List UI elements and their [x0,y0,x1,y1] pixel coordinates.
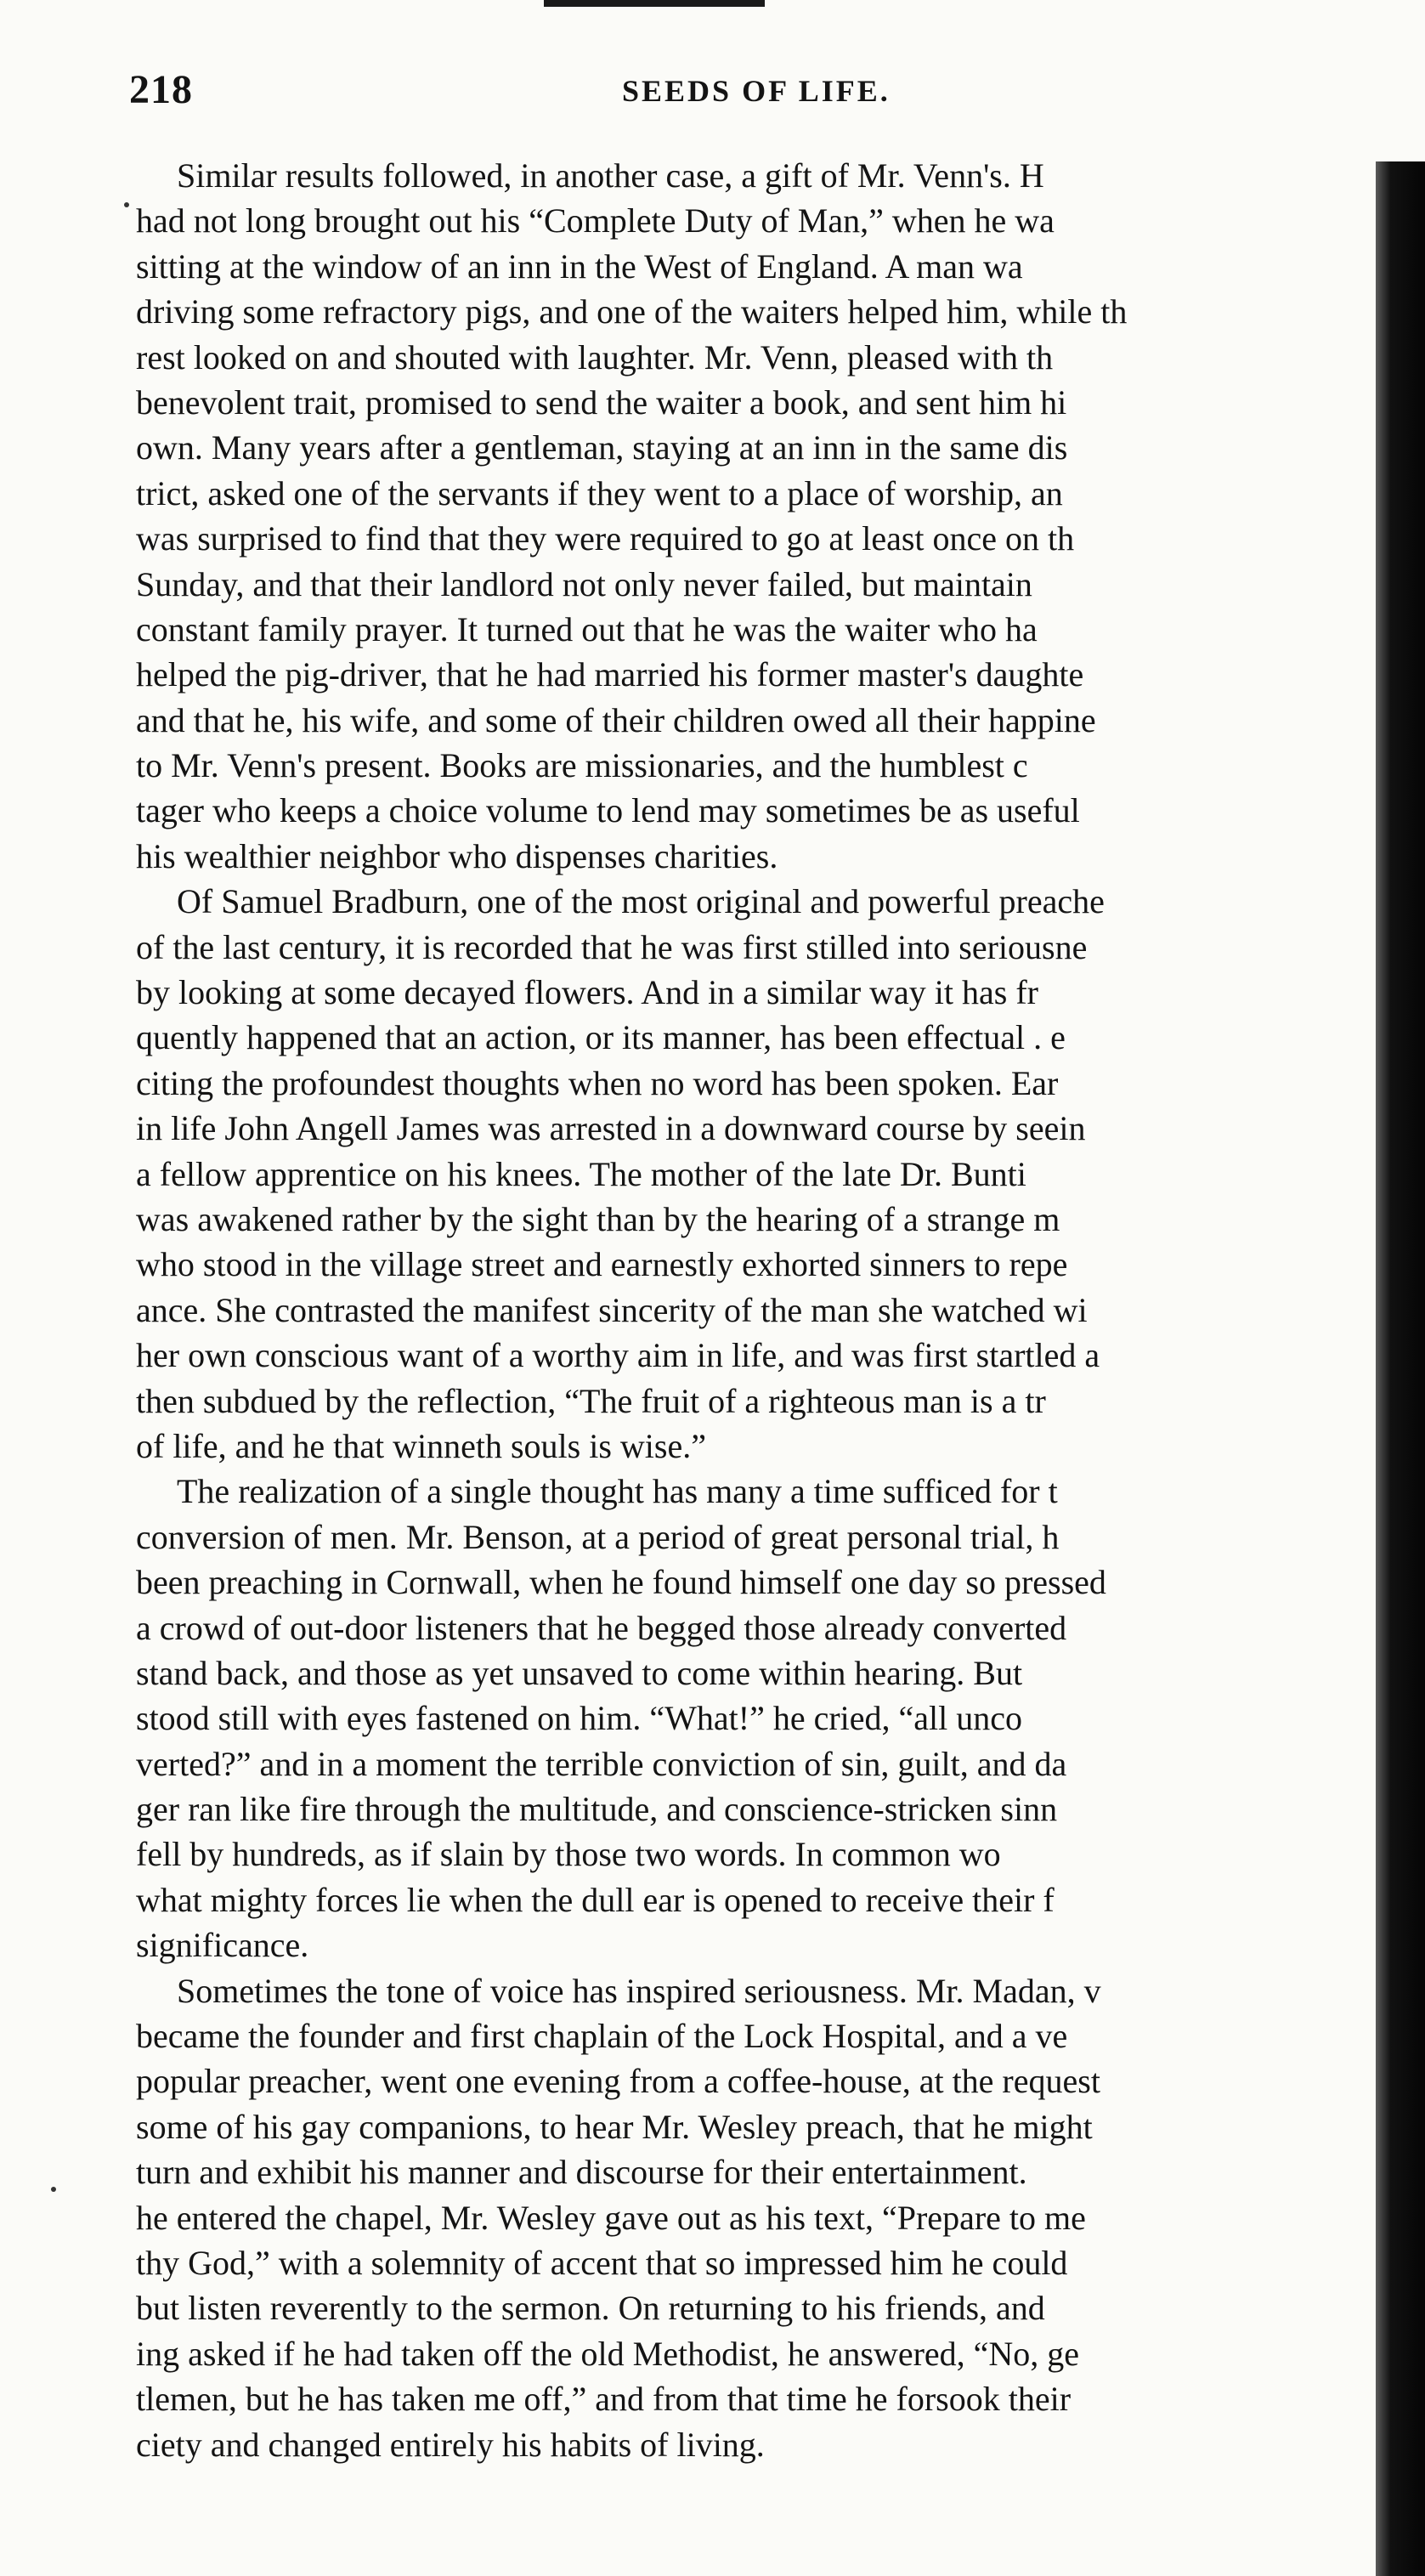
running-head: SEEDS OF LIFE. [622,74,891,108]
text-line: by looking at some decayed flowers. And in a similar way it has fr [136,973,1038,1012]
text-line: quently happened that an action, or its manner, has been effectual . e [136,1018,1066,1057]
text-line: fell by hundreds, as if slain by those two words. In common wo [136,1835,1001,1874]
text-line: was awakened rather by the sight than by the hearing of a strange m [136,1199,1060,1238]
body-text [136,153,1385,2467]
text-line: what mighty forces lie when the dull ear is opened to receive their f [136,1880,1055,1919]
page-number: 218 [129,67,193,112]
text-line: some of his gay companions, to hear Mr. Wesley preach, that he might [136,2107,1093,2146]
text-line: he entered the chapel, Mr. Wesley gave out as his text, “Prepare to me [136,2198,1086,2237]
text-line: Sometimes the tone of voice has inspired seriousness. Mr. Madan, v [177,1971,1101,2010]
text-line: trict, asked one of the servants if they went to a place of worship, an [136,473,1063,512]
text-line: of the last century, it is recorded that he was first stilled into seriousne [136,927,1088,966]
text-line: and that he, his wife, and some of their children owed all their happine [136,700,1096,739]
text-line: stand back, and those as yet unsaved to come within hearing. But [136,1653,1023,1692]
top-rule [544,0,765,7]
text-line: in life John Angell James was arrested in a downward course by seein [136,1109,1086,1148]
page-header [129,66,1319,117]
text-line: Sunday, and that their landlord not only never failed, but maintain [136,564,1032,603]
text-line: tlemen, but he has taken me off,” and from that time he forsook their [136,2380,1072,2419]
text-line: sitting at the window of an inn in the West of England. A man wa [136,246,1023,286]
text-line: own. Many years after a gentleman, staying at an inn in the same dis [136,428,1068,467]
text-line: verted?” and in a moment the terrible conviction of sin, guilt, and da [136,1744,1067,1783]
text-line: thy God,” with a solemnity of accent that so impressed him he could [136,2243,1068,2282]
margin-dot [51,2187,56,2192]
text-line: ance. She contrasted the manifest sincerity of the man she watched wi [136,1290,1088,1329]
text-line: but listen reverently to the sermon. On returning to his friends, and [136,2289,1045,2328]
text-line: constant family prayer. It turned out that he was the waiter who ha [136,609,1038,648]
text-line: then subdued by the reflection, “The fruit of a righteous man is a tr [136,1381,1046,1420]
text-line: helped the pig-driver, that he had married his former master's daughte [136,655,1084,694]
text-line: citing the profoundest thoughts when no word has been spoken. Ear [136,1063,1059,1102]
text-line: her own conscious want of a worthy aim in life, and was first startled a [136,1336,1100,1375]
text-line: popular preacher, went one evening from a coffee-house, at the request [136,2062,1100,2101]
text-line: to Mr. Venn's present. Books are missionaries, and the humblest c [136,746,1028,785]
text-line: Similar results followed, in another case, a gift of Mr. Venn's. H [177,156,1044,195]
text-line: ger ran like fire through the multitude, and conscience-stricken sinn [136,1790,1058,1829]
margin-dot [124,202,129,207]
text-line: ing asked if he had taken off the old Methodist, he answered, “No, ge [136,2334,1080,2373]
text-line: The realization of a single thought has many a time sufficed for t [177,1472,1058,1511]
text-line: stood still with eyes fastened on him. “What!” he cried, “all unco [136,1699,1023,1738]
text-line: became the founder and first chaplain of the Lock Hospital, and a ve [136,2017,1068,2056]
text-line: significance. [136,1926,309,1965]
text-line: a fellow apprentice on his knees. The mother of the late Dr. Bunti [136,1154,1026,1193]
text-line: conversion of men. Mr. Benson, at a period of great personal trial, h [136,1517,1060,1556]
text-line: turn and exhibit his manner and discourse for their entertainment. [136,2153,1027,2192]
text-line: had not long brought out his “Complete Duty of Man,” when he wa [136,201,1055,241]
text-line: ciety and changed entirely his habits of living. [136,2425,765,2464]
text-line: rest looked on and shouted with laughter. Mr. Venn, pleased with th [136,337,1054,376]
text-line: of life, and he that winneth souls is wise.” [136,1426,706,1465]
text-line: tager who keeps a choice volume to lend may sometimes be as useful [136,791,1080,830]
text-line: his wealthier neighbor who dispenses charities. [136,836,778,875]
text-line: Of Samuel Bradburn, one of the most original and powerful preache [177,882,1105,921]
text-line: who stood in the village street and earnestly exhorted sinners to repe [136,1245,1068,1284]
text-line: was surprised to find that they were required to go at least once on th [136,519,1075,558]
text-line: driving some refractory pigs, and one of the waiters helped him, while th [136,292,1128,331]
text-line: benevolent trait, promised to send the waiter a book, and sent him hi [136,382,1067,422]
text-line: been preaching in Cornwall, when he found himself one day so pressed [136,1563,1106,1602]
text-line: a crowd of out-door listeners that he begged those already converted [136,1608,1067,1647]
